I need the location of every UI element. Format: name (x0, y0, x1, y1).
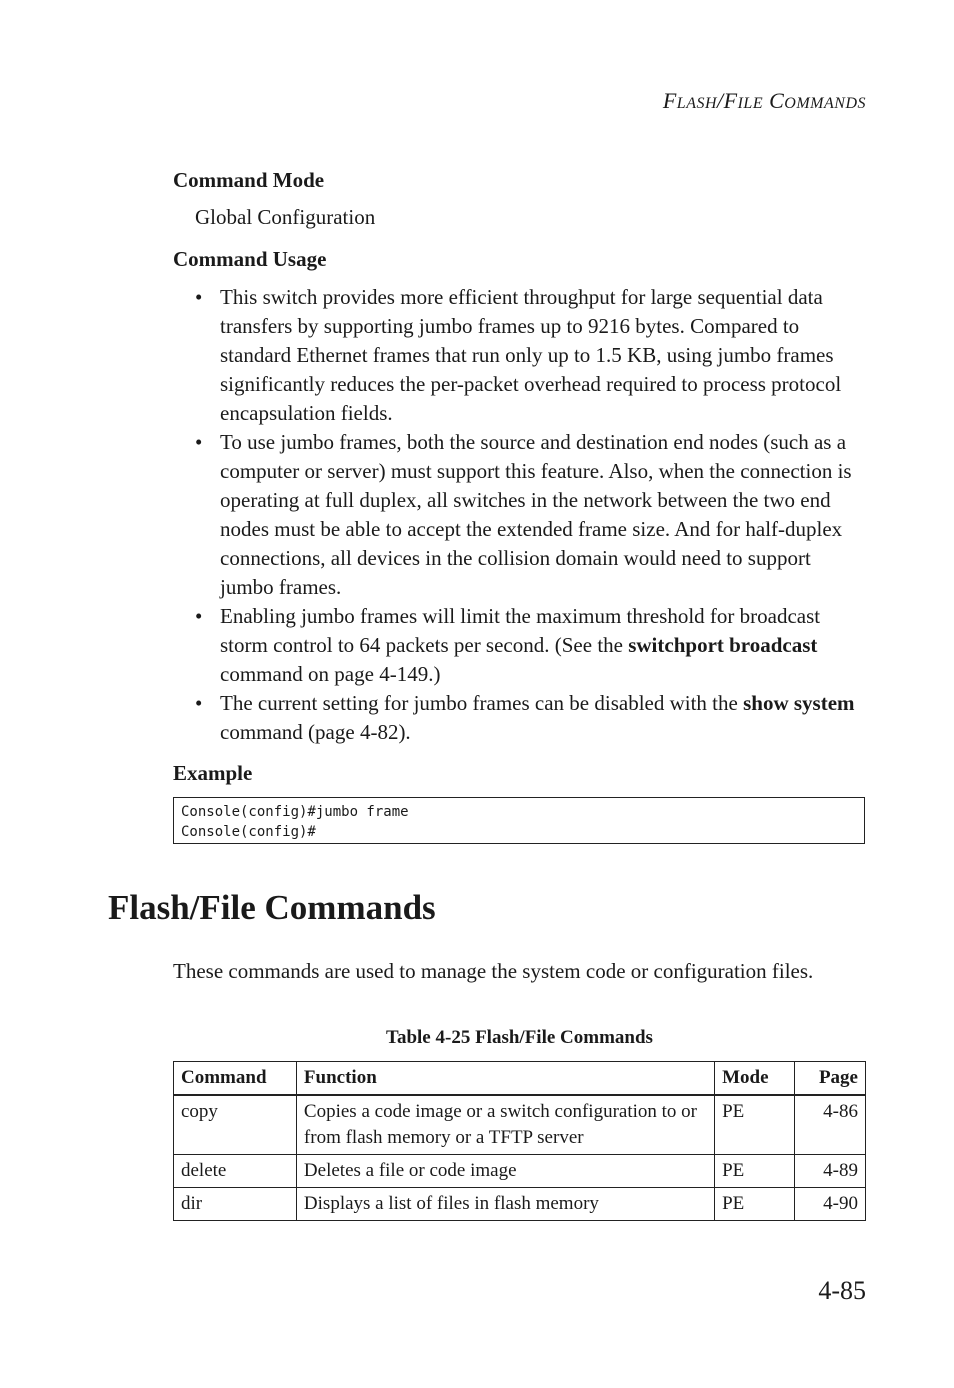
usage-bullet: • To use jumbo frames, both the source and destination end nodes (such as a computer or server) must support this feature. Also, when the connection is operating at full duplex, all switches in the network between the two end nodes must be able to accept the extended frame size. And for half-duplex connections, all devices in the collision domain would need to support jumbo frames. (173, 428, 868, 602)
section-title: Flash/File Commands (108, 888, 436, 927)
column-header: Command (174, 1062, 297, 1096)
table-cell: 4-90 (795, 1188, 866, 1221)
command-reference: show system (743, 691, 855, 715)
table-cell: 4-89 (795, 1155, 866, 1188)
code-example (173, 797, 865, 844)
table-cell: Copies a code image or a switch configuration to or from flash memory or a TFTP server (296, 1095, 714, 1155)
table-cell: 4-86 (795, 1095, 866, 1155)
running-header: FLASH/FILE COMMANDS (662, 88, 866, 113)
table-cell: copy (174, 1095, 297, 1155)
code-line: Console(config)#jumbo frame (181, 804, 409, 820)
table-cell: Deletes a file or code image (296, 1155, 714, 1188)
command-mode-value: Global Configuration (195, 205, 376, 229)
table-cell: dir (174, 1188, 297, 1221)
table-cell: PE (715, 1188, 795, 1221)
table-cell: PE (715, 1095, 795, 1155)
usage-bullet: • This switch provides more efficient throughput for large sequential data transfers by supporting jumbo frames up to 9216 bytes. Compared to standard Ethernet frames that run only up to 1.5 KB, using jumbo frames significantly reduces the per-packet overhead required to process protocol encapsulation fields. (173, 283, 868, 428)
example-heading: Example (173, 761, 253, 785)
command-mode-heading: Command Mode (173, 168, 325, 192)
command-usage-heading: Command Usage (173, 247, 327, 271)
table-row (174, 1188, 866, 1221)
table-cell: delete (174, 1155, 297, 1188)
usage-bullet: • Enabling jumbo frames will limit the maximum threshold for broadcast storm control to 64 packets per second. (See the switchport broadcast command on page 4-149.) (173, 602, 868, 689)
column-header: Function (296, 1062, 714, 1096)
section-intro: These commands are used to manage the system code or configuration files. (173, 959, 814, 983)
table-row (174, 1095, 866, 1155)
table-cell: Displays a list of files in flash memory (296, 1188, 714, 1221)
column-header: Page (795, 1062, 866, 1096)
table-cell: PE (715, 1155, 795, 1188)
table-row (174, 1155, 866, 1188)
commands-table (173, 1061, 866, 1221)
table-caption: Table 4-25 Flash/File Commands (386, 1027, 653, 1048)
table-header-row (174, 1062, 866, 1096)
command-usage-list (173, 283, 868, 747)
code-line: Console(config)# (181, 824, 316, 840)
command-reference: switchport broadcast (628, 633, 818, 657)
column-header: Mode (715, 1062, 795, 1096)
usage-bullet: • The current setting for jumbo frames can be disabled with the show system command (page 4-82). (173, 689, 868, 747)
page-number: 4-85 (818, 1276, 866, 1305)
